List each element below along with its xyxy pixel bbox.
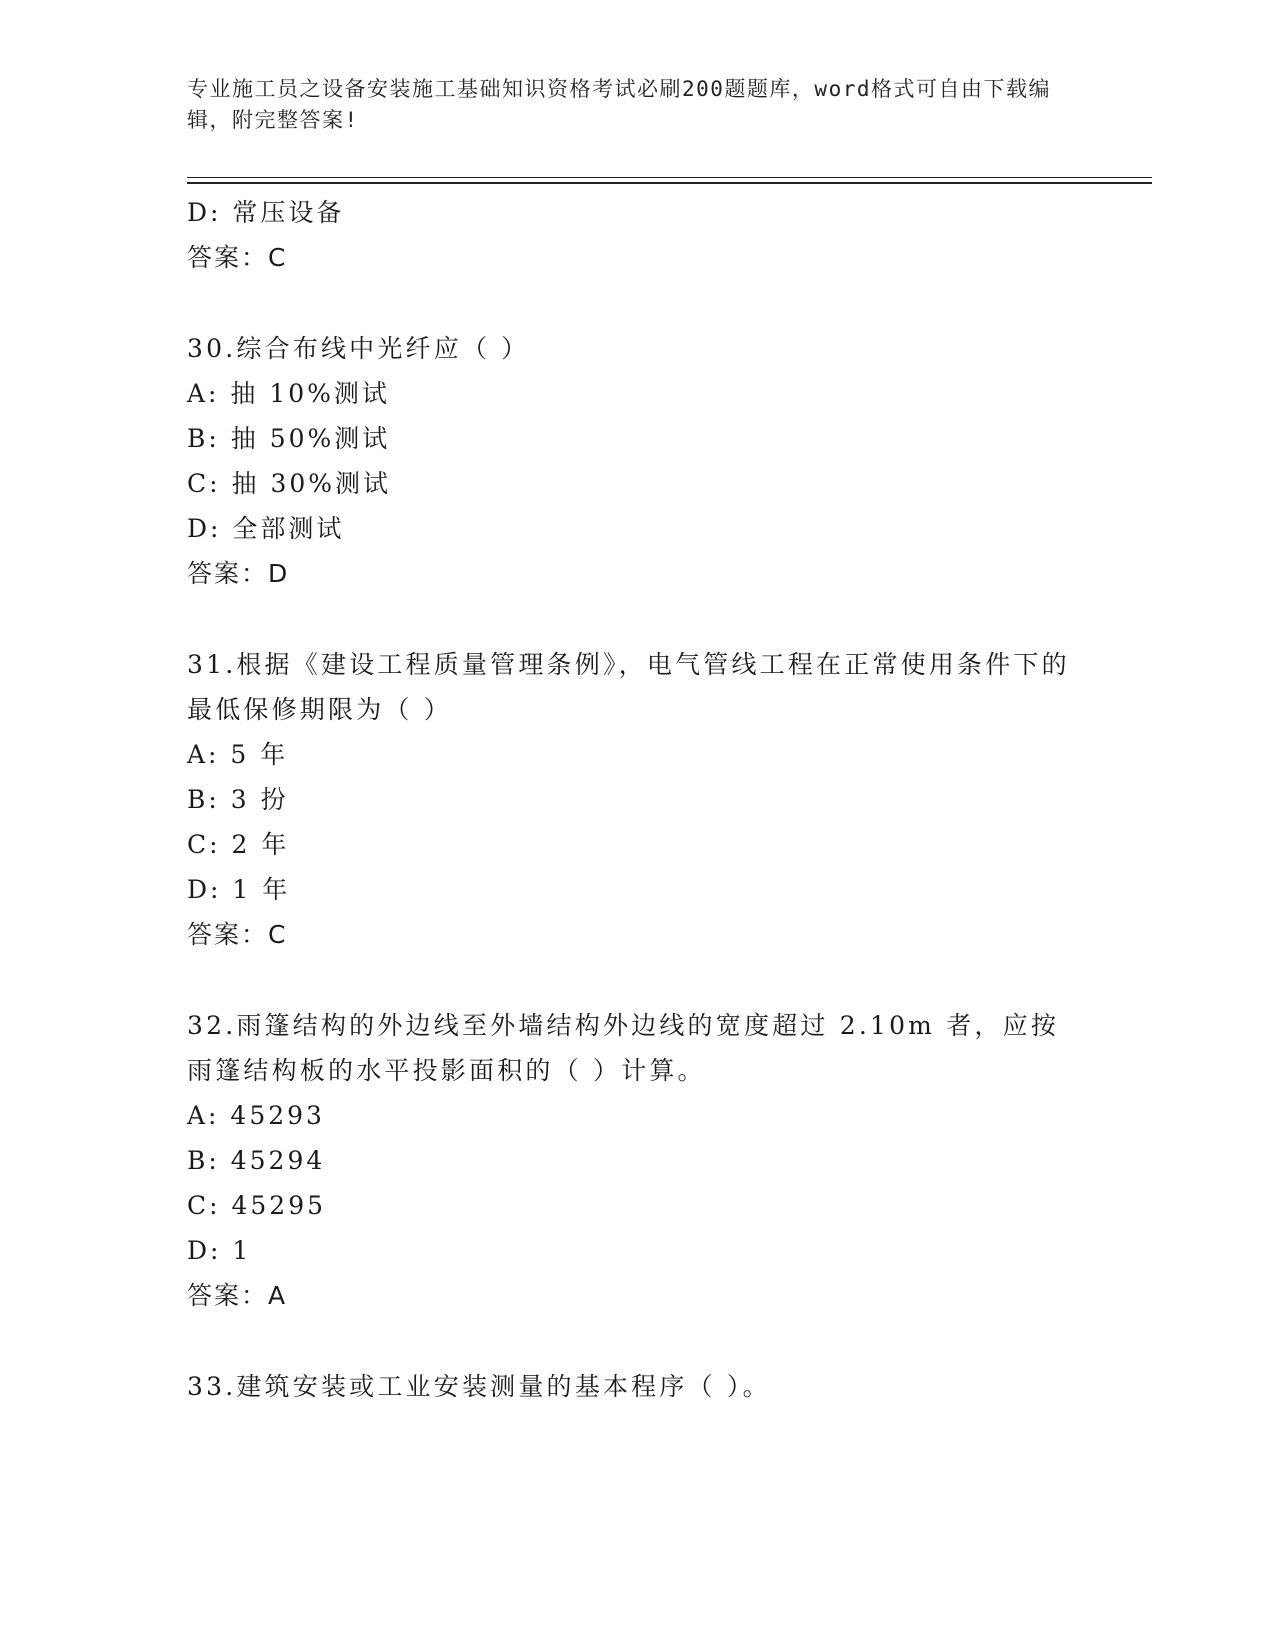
question-stem: 32.雨篷结构的外边线至外墙结构外边线的宽度超过 2.10m 者，应按雨篷结构板的水平投影面积的（ ）计算。 [187, 1011, 1060, 1085]
question-33 [187, 1364, 1087, 1409]
option-b: B: 45294 [187, 1146, 326, 1175]
question-32 [187, 1003, 1087, 1318]
answer: 答案：A [187, 1281, 288, 1310]
option-c: C: 2 年 [187, 830, 290, 859]
carryover-option-d: D: 常压设备 [187, 198, 345, 227]
question-31 [187, 642, 1087, 957]
question-30 [187, 326, 1087, 596]
document-header: 专业施工员之设备安装施工基础知识资格考试必刷200题题库，word格式可自由下载编辑，附完整答案! [187, 77, 1051, 132]
option-c: C: 抽 30%测试 [187, 469, 392, 498]
question-list [187, 190, 1087, 1409]
option-b: B: 抽 50%测试 [187, 424, 391, 453]
carryover-answer: 答案：C [187, 243, 288, 272]
option-d: D: 全部测试 [187, 514, 345, 543]
option-b: B: 3 扮 [187, 785, 289, 814]
answer: 答案：D [187, 559, 290, 588]
question-stem: 30.综合布线中光纤应（ ） [187, 334, 530, 363]
question-stem: 31.根据《建设工程质量管理条例》，电气管线工程在正常使用条件下的最低保修期限为（ ） [187, 650, 1070, 724]
option-d: D: 1 [187, 1236, 252, 1265]
option-a: A: 5 年 [187, 740, 289, 769]
header-divider-thick [187, 182, 1152, 184]
option-c: C: 45295 [187, 1191, 327, 1220]
header-divider-thin [187, 177, 1152, 178]
option-d: D: 1 年 [187, 875, 291, 904]
answer: 答案：C [187, 920, 288, 949]
option-a: A: 45293 [187, 1101, 325, 1130]
option-a: A: 抽 10%测试 [187, 379, 390, 408]
question-stem: 33.建筑安装或工业安装测量的基本程序（ ）。 [187, 1372, 771, 1401]
